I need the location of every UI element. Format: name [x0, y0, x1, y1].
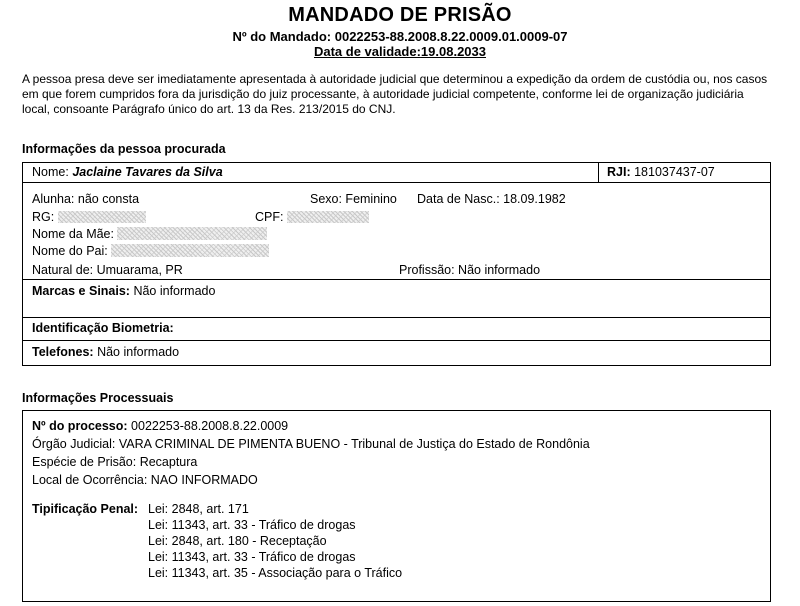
process-number-field [32, 419, 288, 433]
rg-label: RG: [32, 210, 55, 224]
rji-label: RJI: [607, 165, 631, 179]
birth-date-field: Data de Nasc.: 18.09.1982 [417, 192, 566, 206]
cpf-label: CPF: [255, 210, 284, 224]
person-info-box [22, 162, 771, 366]
biometrics-label: Identificação Biometria: [32, 321, 174, 335]
penal-item: Lei: 2848, art. 171 [148, 502, 249, 516]
document-title: MANDADO DE PRISÃO [288, 4, 512, 26]
penal-item: Lei: 11343, art. 35 - Associação para o Tráfico [148, 566, 403, 580]
phones-value: Não informado [97, 345, 180, 359]
rji-divider [598, 163, 599, 183]
rji-value: 181037437-07 [634, 165, 715, 179]
name-label: Nome: [32, 165, 69, 179]
phones-row-divider [23, 340, 770, 341]
rg-field [32, 210, 146, 224]
cpf-redacted [287, 211, 369, 223]
profession-field: Profissão: Não informado [399, 263, 541, 277]
name-row-divider [23, 182, 770, 183]
birthplace-field: Natural de: Umuarama, PR [32, 263, 183, 277]
marks-label: Marcas e Sinais: [32, 284, 130, 298]
rji-field [607, 165, 715, 179]
sex-field: Sexo: Feminino [310, 192, 397, 206]
process-info-box [22, 410, 771, 602]
warrant-number-label: Nº do Mandado: [232, 29, 332, 44]
alias-field: Alunha: não consta [32, 192, 140, 206]
phones-label: Telefones: [32, 345, 94, 359]
penal-item: Lei: 2848, art. 180 - Receptação [148, 534, 327, 548]
marks-field [32, 284, 215, 298]
name-field [32, 165, 223, 179]
mother-redacted [117, 227, 267, 240]
marks-row-divider [23, 279, 770, 280]
penal-item: Lei: 11343, art. 33 - Tráfico de drogas [148, 518, 356, 532]
marks-value: Não informado [133, 284, 216, 298]
cpf-field [255, 210, 369, 224]
process-number-label: Nº do processo: [32, 419, 128, 433]
name-value: Jaclaine Tavares da Silva [72, 165, 223, 179]
mother-label: Nome da Mãe: [32, 227, 114, 241]
validity-date [0, 44, 800, 59]
person-section-title: Informações da pessoa procurada [22, 142, 226, 156]
process-section-title: Informações Processuais [22, 391, 174, 405]
arrest-type-field: Espécie de Prisão: Recaptura [32, 455, 198, 469]
intro-paragraph: A pessoa presa deve ser imediatamente apresentada à autoridade judicial que determinou a expedição da ordem de custódia ou, nos casos em que forem cumpridos fora da jurisdição do juiz processante, à autoridade judicial competente, conforme lei de organização judiciária local, consoante Parágrafo único do art. 13 da Res. 213/2015 do CNJ. [22, 72, 768, 116]
warrant-number-value: 0022253-88.2008.8.22.0009.01.0009-07 [334, 29, 568, 44]
process-number-value: 0022253-88.2008.8.22.0009 [131, 419, 289, 433]
court-field: Órgão Judicial: VARA CRIMINAL DE PIMENTA BUENO - Tribunal de Justiça do Estado de Rondônia [32, 437, 590, 451]
location-field: Local de Ocorrência: NAO INFORMADO [32, 473, 258, 487]
mother-field [32, 227, 267, 241]
rg-redacted [58, 211, 146, 223]
validity-label: Data de validade: [313, 44, 421, 59]
warrant-number [0, 29, 800, 44]
penal-label: Tipificação Penal: [32, 502, 139, 516]
father-redacted [111, 244, 269, 257]
phones-field [32, 345, 179, 359]
validity-value: 19.08.2033 [420, 44, 486, 59]
father-label: Nome do Pai: [32, 244, 108, 258]
penal-item: Lei: 11343, art. 33 - Tráfico de drogas [148, 550, 356, 564]
father-field [32, 244, 269, 258]
biometrics-row-divider [23, 317, 770, 318]
